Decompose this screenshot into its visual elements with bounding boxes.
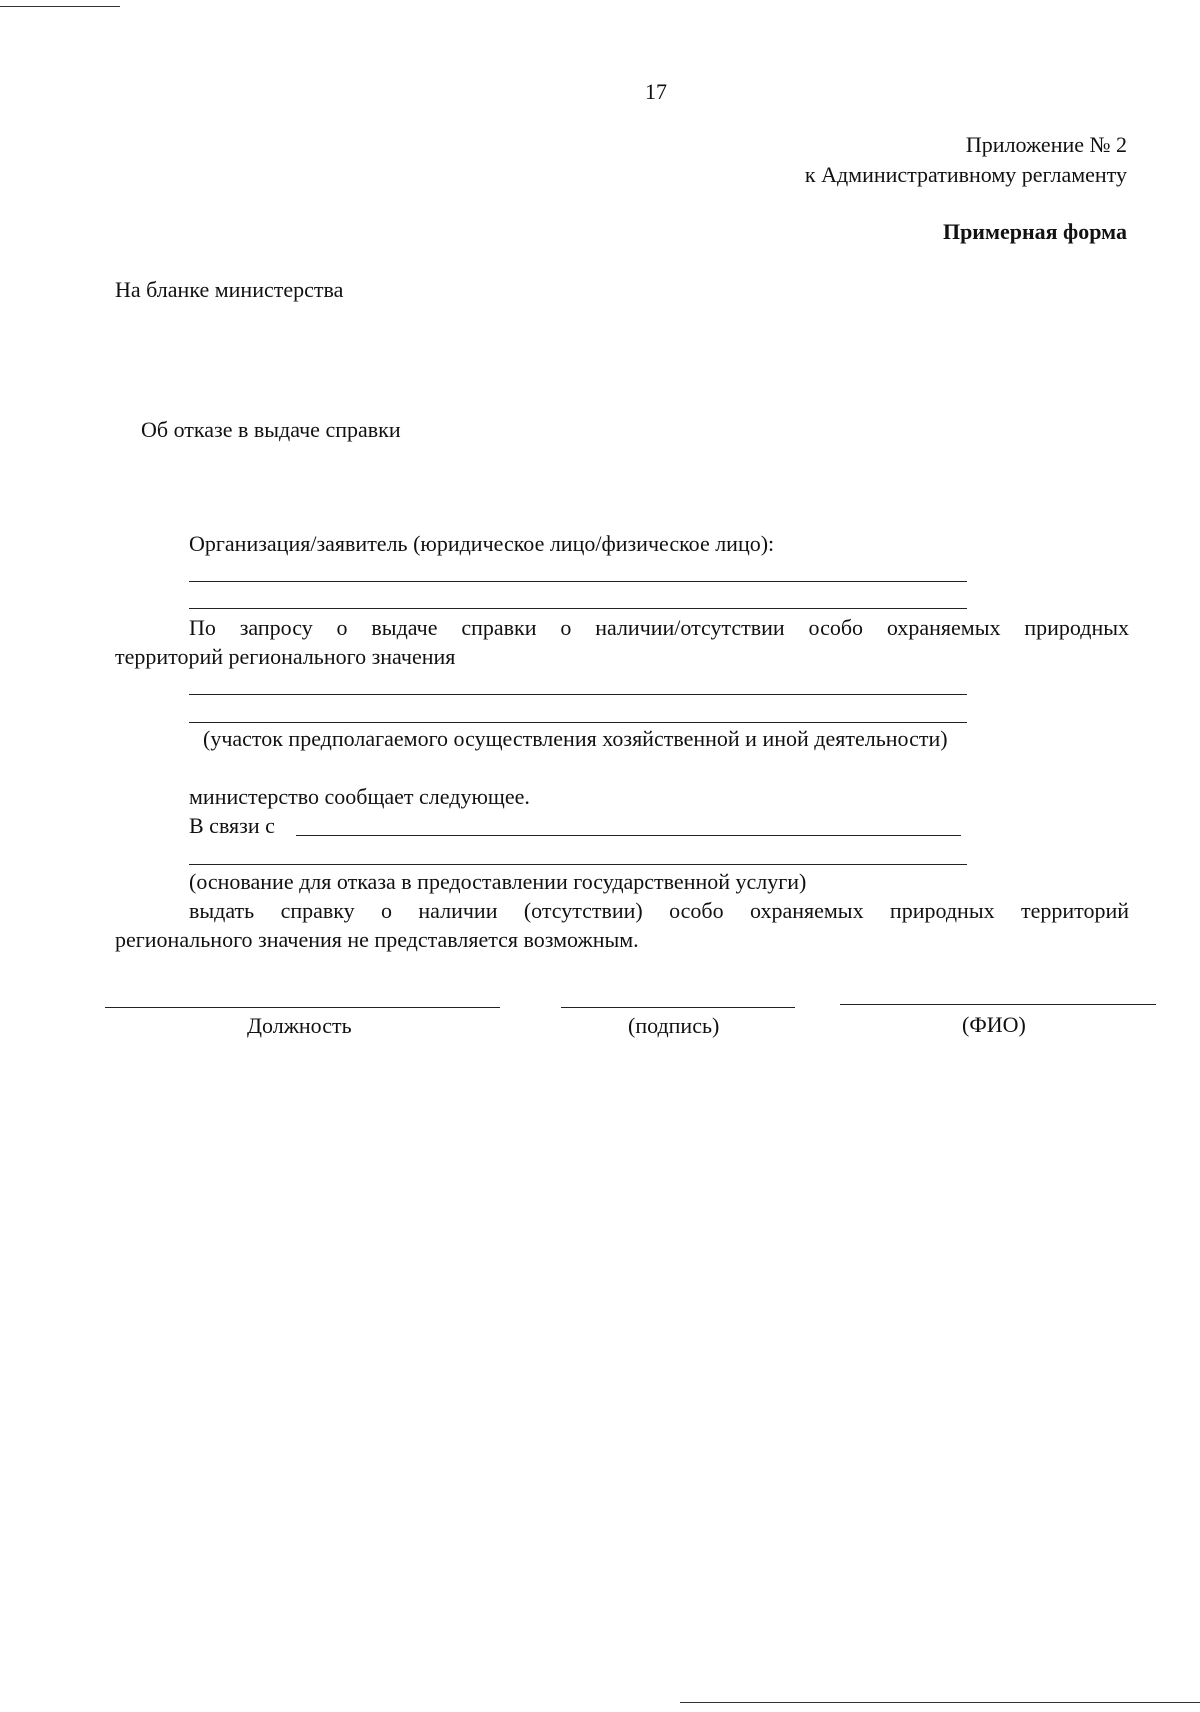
name-label: (ФИО)	[962, 1012, 1026, 1037]
form-type-label: Примерная форма	[942, 219, 1127, 244]
applicant-line-1	[189, 581, 967, 582]
applicant-line-2	[189, 608, 967, 609]
name-signature-line	[840, 1004, 1156, 1005]
applicant-label: Организация/заявитель (юридическое лицо/физическое лицо):	[189, 531, 775, 556]
refusal-reason-line	[189, 864, 967, 865]
site-line-2	[189, 722, 967, 723]
position-signature-line	[105, 1007, 500, 1008]
request-text-line-1: По запросу о выдаче справки о наличии/отсутствии особо охраняемых природных	[189, 615, 1129, 640]
page-number: 17	[645, 79, 667, 104]
refusal-caption: (основание для отказа в предоставлении государственной услуги)	[189, 869, 807, 894]
letter-subject: Об отказе в выдаче справки	[141, 417, 401, 442]
due-to-line	[296, 835, 961, 836]
request-text-line-2: территорий регионального значения	[115, 644, 456, 669]
ministry-reports: министерство сообщает следующее.	[189, 784, 530, 809]
site-line-1	[189, 694, 967, 695]
site-caption: (участок предполагаемого осуществления хозяйственной и иной деятельности)	[203, 726, 948, 751]
regulation-reference: к Административному регламенту	[804, 162, 1127, 187]
due-to-label: В связи с	[189, 813, 275, 838]
appendix-title: Приложение № 2	[965, 132, 1127, 157]
signature-line	[561, 1007, 795, 1008]
position-label: Должность	[247, 1013, 352, 1038]
refusal-text-line-1: выдать справку о наличии (отсутствии) особо охраняемых природных территорий	[189, 898, 1129, 923]
scan-corner-top-left	[0, 0, 120, 7]
letterhead-note: На бланке министерства	[115, 277, 344, 302]
signature-label: (подпись)	[628, 1013, 720, 1038]
refusal-text-line-2: регионального значения не представляется возможным.	[115, 927, 639, 952]
